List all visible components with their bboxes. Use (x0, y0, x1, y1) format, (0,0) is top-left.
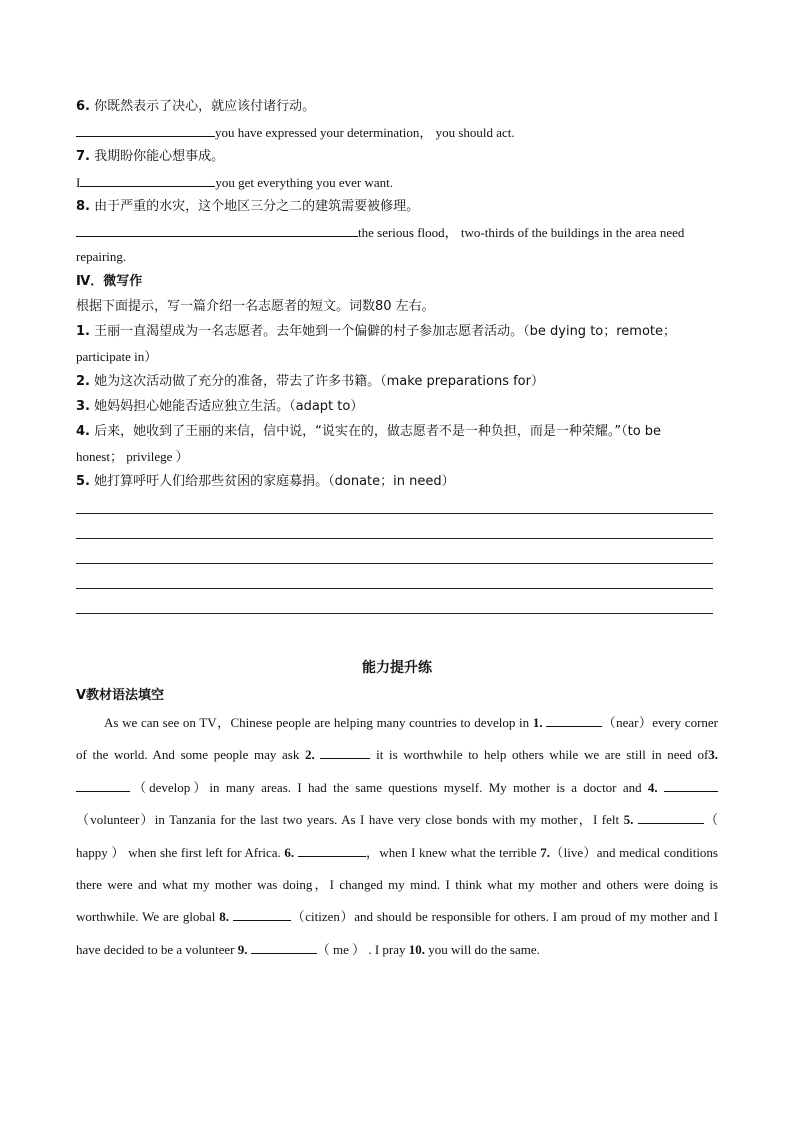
writing-item-5: 5. 她打算呼吁人们给那些贫困的家庭募捐。（donate；in need） (76, 474, 455, 489)
writing-section-title: Ⅳ．微写作 (76, 274, 143, 289)
grammar-blank-3[interactable] (76, 779, 130, 792)
writing-item-3: 3. 她妈妈担心她能否适应独立生活。（adapt to） (76, 399, 364, 414)
item-6-english: you have expressed your determination， you should act. (76, 124, 515, 142)
answer-blank-7[interactable] (80, 174, 215, 187)
grammar-blank-1[interactable] (546, 714, 602, 727)
grammar-blank-8[interactable] (233, 908, 291, 921)
writing-item-1: 1. 王丽一直渴望成为一名志愿者。去年她到一个偏僻的村子参加志愿者活动。（be dying to；remote； (76, 324, 677, 339)
grammar-blank-9[interactable] (251, 941, 317, 954)
answer-blank-8[interactable] (76, 224, 358, 237)
grammar-blank-4[interactable] (664, 779, 718, 792)
writing-intro: 根据下面提示，写一篇介绍一名志愿者的短文。词数80 左右。 (76, 299, 435, 314)
grammar-blank-5[interactable] (638, 811, 704, 824)
grammar-section-title: V教材语法填空 (76, 688, 165, 703)
grammar-blank-6[interactable] (298, 844, 366, 857)
item-8-english-cont: repairing. (76, 249, 127, 264)
writing-item-4-cont: honest； privilege ） (76, 449, 189, 464)
writing-line[interactable] (76, 513, 713, 514)
grammar-blank-2[interactable] (320, 746, 370, 759)
item-7-chinese: 7. 我期盼你能心想事成。 (76, 149, 225, 164)
writing-line[interactable] (76, 538, 713, 539)
writing-line[interactable] (76, 563, 713, 564)
grammar-passage: As we can see on TV，Chinese people are helping many countries to develop in 1. （near）every corner of the world. And some people may ask 2. it is worthwhile to help others while we are still in need of3. （develop）in many areas. I had the same questions myself. My mother is a doctor and 4. （volunteer）in Tanzania for the last two years. As I have very close bonds with my mother，I felt 5. （ happy ） when she first left for Africa. 6. ，when I knew what the terrible 7.（live）and medical conditions there were and what my mother was doing，I changed my mind. I think what my mother and others were doing is worthwhile. We are global 8. （citizen）and should be responsible for others. I am proud of my mother and I have decided to be a volunteer 9. （ me ） . I pray 10. you will do the same. (76, 715, 719, 957)
writing-item-1-cont: participate in） (76, 349, 158, 364)
writing-line[interactable] (76, 588, 713, 589)
item-8-chinese: 8. 由于严重的水灾，这个地区三分之二的建筑需要被修理。 (76, 199, 420, 214)
writing-item-2: 2. 她为这次活动做了充分的准备，带去了许多书籍。（make preparations for） (76, 374, 544, 389)
item-7-english: I you get everything you ever want. (76, 175, 393, 190)
writing-item-4: 4. 后来，她收到了王丽的来信，信中说，“说实在的，做志愿者不是一种负担，而是一种荣耀。”（to be (76, 424, 662, 439)
item-8-english: the serious flood， two-thirds of the buildings in the area need (76, 224, 684, 242)
section-heading: 能力提升练 (362, 660, 432, 676)
answer-blank-6[interactable] (76, 124, 215, 137)
item-6-chinese: 6. 你既然表示了决心，就应该付诸行动。 (76, 99, 316, 114)
writing-line[interactable] (76, 613, 713, 614)
